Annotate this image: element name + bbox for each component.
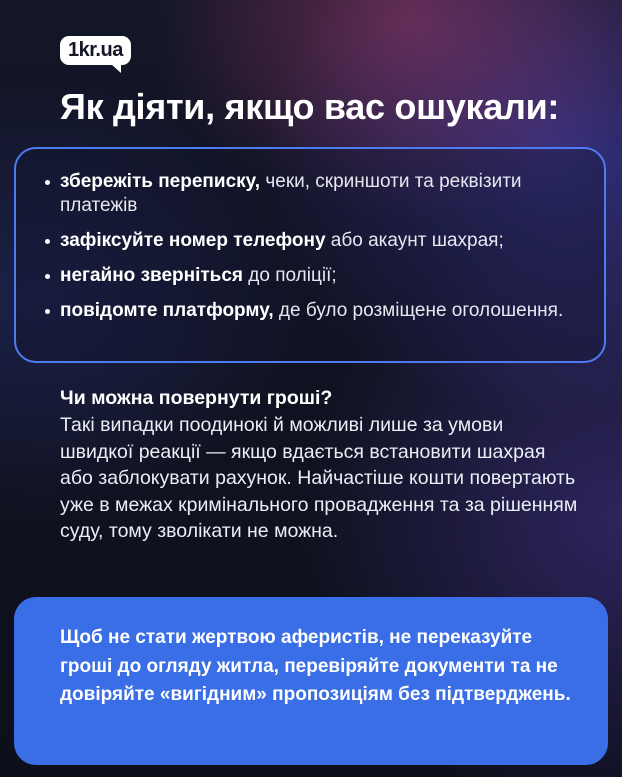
question-heading: Чи можна повернути гроші? [60, 387, 333, 409]
tip-bold: збережіть переписку, [60, 171, 261, 192]
tips-list [60, 170, 600, 334]
answer-text: Такі випадки поодинокі й можливі лише за умови швидкої реакції — якщо вдається встановити шахрая або заблокувати рахунок. Найчастіше кошти повертають уже в межах кримінального провадження та за рішенням суду, тому зволікати не можна. [60, 414, 578, 543]
advice-text: Щоб не стати жертвою аферистів, не переказуйте гроші до огляду житла, перевіряйте документи та не довіряйте «вигідним» пропозиціям без підтверджень. [60, 627, 571, 705]
list-item [60, 264, 600, 288]
tip-text: або акаунт шахрая; [325, 230, 504, 251]
logo-text: 1kr.ua [60, 36, 131, 65]
site-logo [60, 36, 131, 65]
tip-text: де було розміщене оголошення. [273, 300, 564, 321]
tip-bold: повідомте платформу, [60, 300, 274, 321]
tip-text: чеки, скриншоти та реквізити платежів [60, 171, 522, 216]
list-item [60, 170, 600, 218]
list-item [60, 229, 600, 253]
tip-text: до поліції; [243, 265, 337, 286]
tip-bold: негайно зверніться [60, 265, 244, 286]
tip-bold: зафіксуйте номер телефону [60, 230, 326, 251]
page-title: Як діяти, якщо вас ошукали: [60, 86, 560, 127]
list-item [60, 299, 600, 323]
